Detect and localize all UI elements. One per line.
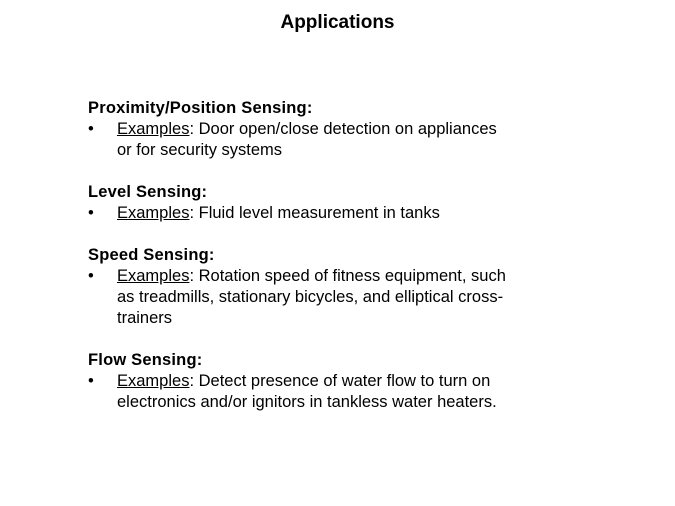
bullet-icon: •: [88, 120, 94, 138]
examples-label: Examples: [117, 267, 190, 285]
section-flow-sensing: [88, 350, 608, 413]
bullet-item: [88, 203, 608, 224]
bullet-text-line: Fluid level measurement in tanks: [198, 204, 440, 222]
section-heading: Flow Sensing:: [88, 351, 203, 369]
bullet-text-line: electronics and/or ignitors in tankless water heaters.: [117, 393, 497, 411]
bullet-text-line: Detect presence of water flow to turn on: [198, 372, 491, 390]
bullet-text-line: or for security systems: [117, 141, 283, 159]
section-heading: Level Sensing:: [88, 183, 208, 201]
bullet-icon: •: [88, 372, 94, 390]
section-level-sensing: [88, 182, 608, 224]
section-speed-sensing: [88, 245, 608, 329]
bullet-item: [88, 371, 608, 413]
bullet-text-line: as treadmills, stationary bicycles, and elliptical cross-: [117, 288, 504, 306]
examples-label: Examples: [117, 120, 190, 138]
bullet-icon: •: [88, 267, 94, 285]
bullet-item: [88, 266, 608, 329]
bullet-item: [88, 119, 608, 161]
page-title: Applications: [280, 12, 395, 33]
bullet-text-line: Rotation speed of fitness equipment, such: [198, 267, 506, 285]
slide-content: [88, 98, 608, 434]
bullet-text-line: trainers: [117, 309, 173, 327]
section-heading: Speed Sensing:: [88, 246, 215, 264]
colon: :: [189, 204, 199, 222]
section-proximity-position-sensing: [88, 98, 608, 161]
section-heading: Proximity/Position Sensing:: [88, 99, 313, 117]
examples-label: Examples: [117, 204, 190, 222]
colon: :: [189, 267, 199, 285]
bullet-icon: •: [88, 204, 94, 222]
bullet-text-line: Door open/close detection on appliances: [198, 120, 497, 138]
colon: :: [189, 120, 199, 138]
examples-label: Examples: [117, 372, 190, 390]
colon: :: [189, 372, 199, 390]
